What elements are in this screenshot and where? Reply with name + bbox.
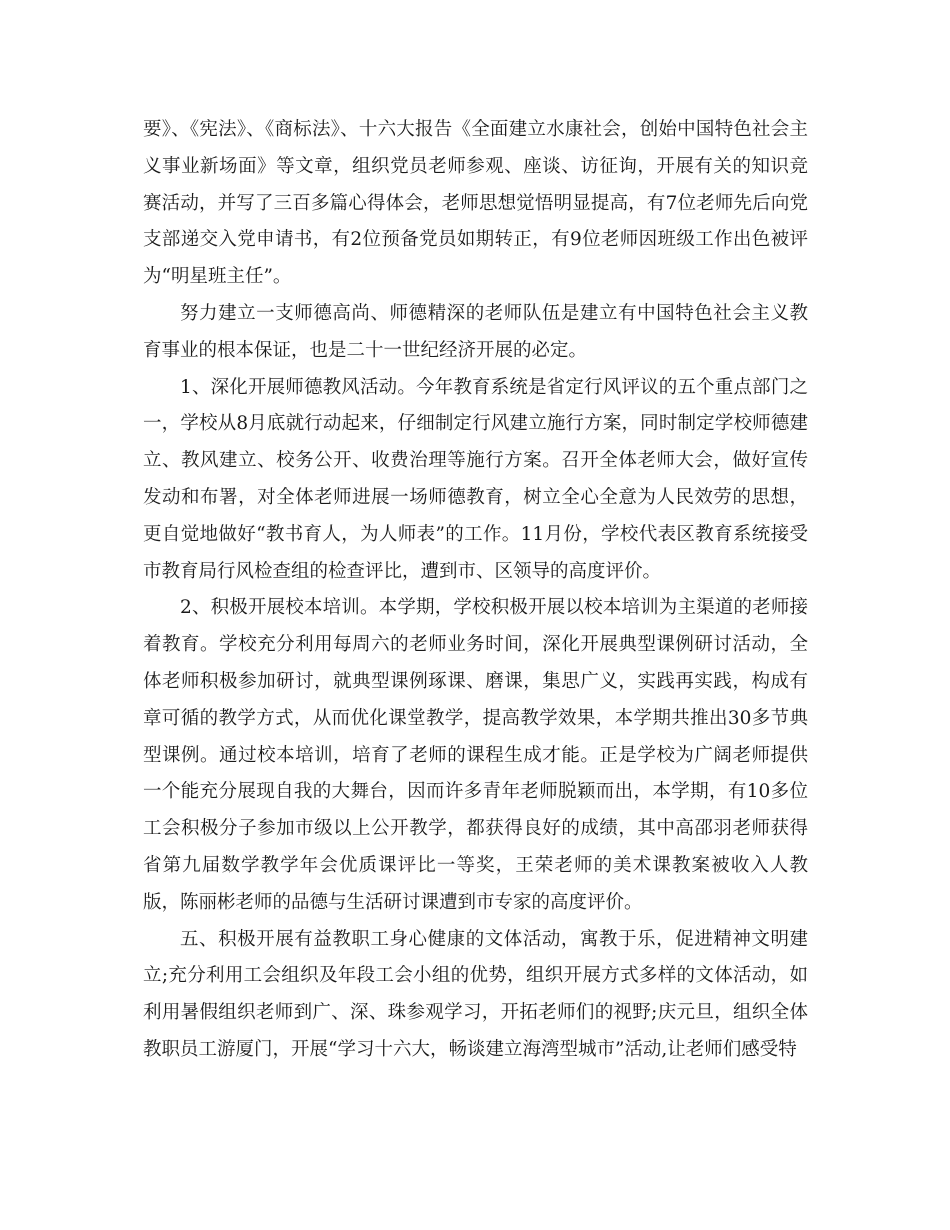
paragraph-party-study: 要》、《宪法》、《商标法》、十六大报告《全面建立水康社会，创始中国特色社会主义事业新场面》等文章，组织党员老师参观、座谈、访征询，开展有关的知识竞赛活动，并写了三百多篇心得体会，老师思想觉悟明显提高，有7位老师先后向党支部递交入党申请书，有2位预备党员如期转正，有9位老师因班级工作出色被评为“明星班主任”。 (143, 119, 808, 288)
paragraph-school-training: 2、积极开展校本培训。本学期，学校积极开展以校本培训为主渠道的老师接着教育。学校充分利用每周六的老师业务时间，深化开展典型课例研讨活动，全体老师积极参加研讨，就典型课例琢课、磨课，集思广义，实践再实践，构成有章可循的教学方式，从而优化课堂教学，提高教学效果，本学期共推出30多节典型课例。通过校本培训，培育了老师的课程生成才能。正是学校为广阔老师提供一个能充分展现自我的大舞台，因而许多青年老师脱颖而出，本学期，有10多位工会积极分子参加市级以上公开教学，都获得良好的成绩，其中高邵羽老师获得省第九届数学教学年会优质课评比一等奖，王荣老师的美术课教案被收入人教版，陈丽彬老师的品德与生活研讨课遭到市专家的高度评价。 (143, 597, 808, 913)
document-body (143, 112, 808, 1069)
paragraph-ethics-activity: 1、深化开展师德教风活动。今年教育系统是省定行风评议的五个重点部门之一，学校从8月底就行动起来，仔细制定行风建立施行方案，同时制定学校师德建立、教风建立、校务公开、收费治理等施行方案。召开全体老师大会，做好宣传发动和布署，对全体老师进展一场师德教育，树立全心全意为人民效劳的思想，更自觉地做好“教书育人，为人师表”的工作。11月份，学校代表区教育系统接受市教育局行风检查组的检查评比，遭到市、区领导的高度评价。 (143, 376, 808, 582)
paragraph-teacher-team: 努力建立一支师德高尚、师德精深的老师队伍是建立有中国特色社会主义教育事业的根本保证，也是二十一世纪经济开展的必定。 (143, 302, 808, 361)
paragraph-cultural-activities: 五、积极开展有益教职工身心健康的文体活动，寓教于乐，促进精神文明建立;充分利用工会组织及年段工会小组的优势，组织开展方式多样的文体活动，如利用暑假组织老师到广、深、珠参观学习，开拓老师们的视野;庆元旦，组织全体教职员工游厦门，开展“学习十六大，畅谈建立海湾型城市”活动,让老师们感受特 (143, 928, 808, 1060)
